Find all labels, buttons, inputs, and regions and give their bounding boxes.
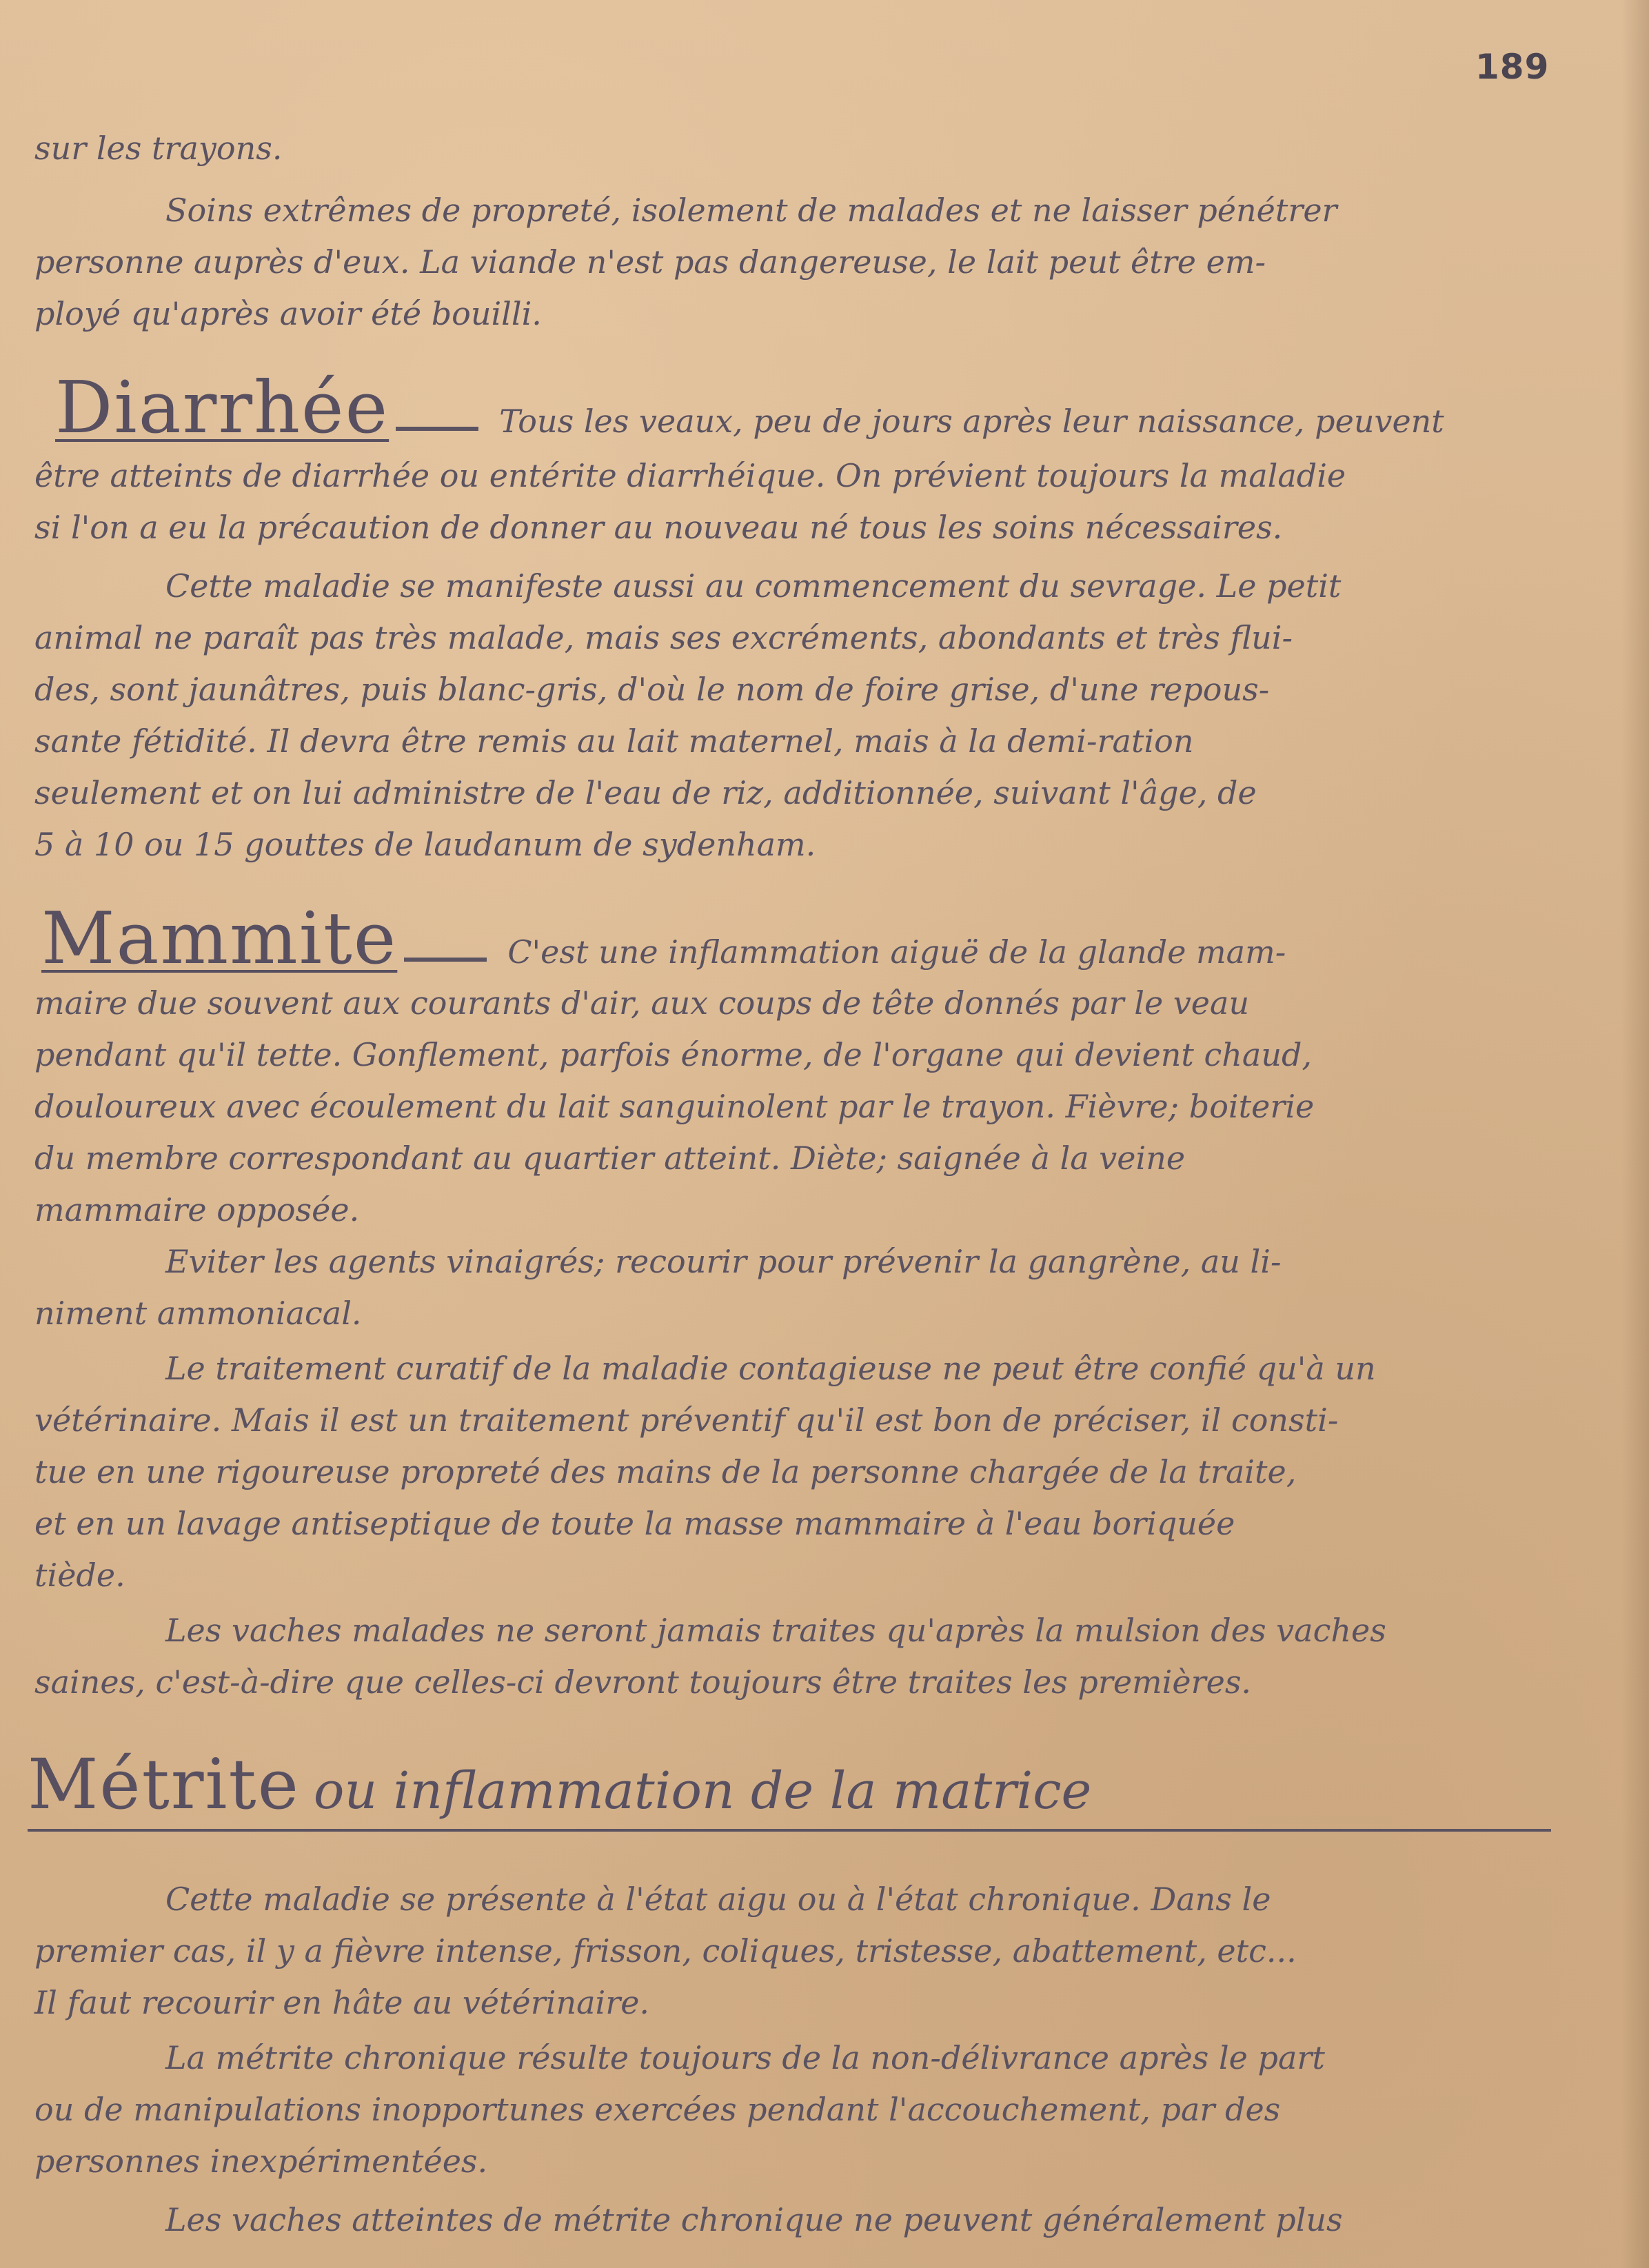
text-line: et en un lavage antiseptique de toute la masse mammaire à l'eau boriquée [34, 1505, 1235, 1542]
diarrhee-first-line: Tous les veaux, peu de jours après leur naissance, peuvent [499, 403, 1444, 440]
text-line: douloureux avec écoulement du lait sanguinolent par le trayon. Fièvre; boiterie [34, 1088, 1315, 1125]
metrite-title: Métrite [28, 1744, 300, 1825]
text-line: Soins extrêmes de propreté, isolement de malades et ne laisser pénétrer [165, 192, 1337, 229]
heading-dash [404, 958, 487, 962]
metrite-heading [28, 1744, 1551, 1832]
text-line: Il faut recourir en hâte au vétérinaire. [34, 1984, 650, 2021]
text-line: pendant qu'il tette. Gonflement, parfois énorme, de l'organe qui devient chaud, [34, 1036, 1313, 1073]
text-line: Eviter les agents vinaigrés; recourir pour prévenir la gangrène, au li- [165, 1243, 1282, 1280]
page-edge-shadow [1621, 0, 1649, 2268]
text-line: Le traitement curatif de la maladie contagieuse ne peut être confié qu'à un [165, 1350, 1376, 1387]
text-line: Les vaches malades ne seront jamais traites qu'après la mulsion des vaches [165, 1612, 1386, 1649]
text-line: personne auprès d'eux. La viande n'est pas dangereuse, le lait peut être em- [34, 243, 1266, 281]
text-line: vétérinaire. Mais il est un traitement préventif qu'il est bon de préciser, il consti- [34, 1401, 1339, 1439]
mammite-heading [41, 896, 1286, 979]
text-line: Cette maladie se manifeste aussi au commencement du sevrage. Le petit [165, 567, 1342, 605]
text-line: être atteints de diarrhée ou entérite diarrhéique. On prévient toujours la maladie [34, 457, 1346, 494]
text-line: ployé qu'après avoir été bouilli. [34, 295, 542, 332]
text-line: tiède. [34, 1557, 125, 1594]
text-line: niment ammoniacal. [34, 1295, 362, 1332]
text-line: animal ne paraît pas très malade, mais ses excréments, abondants et très flui- [34, 619, 1293, 656]
text-line: Cette maladie se présente à l'état aigu ou à l'état chronique. Dans le [165, 1881, 1271, 1918]
text-line: si l'on a eu la précaution de donner au nouveau né tous les soins nécessaires. [34, 509, 1283, 546]
text-line: La métrite chronique résulte toujours de la non-délivrance après le part [165, 2039, 1325, 2076]
diarrhee-title: Diarrhée [55, 365, 390, 449]
text-line: personnes inexpérimentées. [34, 2143, 488, 2180]
mammite-title: Mammite [41, 896, 398, 980]
diarrhee-heading [55, 365, 1444, 448]
text-line: 5 à 10 ou 15 gouttes de laudanum de sydenham. [34, 826, 816, 863]
text-line: des, sont jaunâtres, puis blanc-gris, d'où le nom de foire grise, d'une repous- [34, 671, 1270, 708]
text-line: mammaire opposée. [34, 1191, 360, 1228]
metrite-subtitle: ou inflammation de la matrice [313, 1761, 1092, 1821]
mammite-first-line: C'est une inflammation aiguë de la glande mam- [507, 933, 1286, 971]
text-line: sur les trayons. [34, 130, 283, 167]
text-line: saines, c'est-à-dire que celles-ci devront toujours être traites les premières. [34, 1663, 1252, 1701]
text-line: sante fétidité. Il devra être remis au lait maternel, mais à la demi-ration [34, 722, 1194, 760]
heading-dash [396, 427, 478, 431]
text-line: ou de manipulations inopportunes exercées pendant l'accouchement, par des [34, 2091, 1281, 2128]
page-number: 189 [1475, 47, 1550, 87]
text-line: seulement et on lui administre de l'eau de riz, additionnée, suivant l'âge, de [34, 774, 1257, 811]
text-line: maire due souvent aux courants d'air, aux coups de tête donnés par le veau [34, 984, 1250, 1022]
text-line: premier cas, il y a fièvre intense, frisson, coliques, tristesse, abattement, etc... [34, 1932, 1297, 1970]
text-line: du membre correspondant au quartier atteint. Diète; saignée à la veine [34, 1140, 1186, 1177]
text-line: Les vaches atteintes de métrite chronique ne peuvent généralement plus [165, 2201, 1343, 2238]
text-line: tue en une rigoureuse propreté des mains de la personne chargée de la traite, [34, 1453, 1297, 1490]
